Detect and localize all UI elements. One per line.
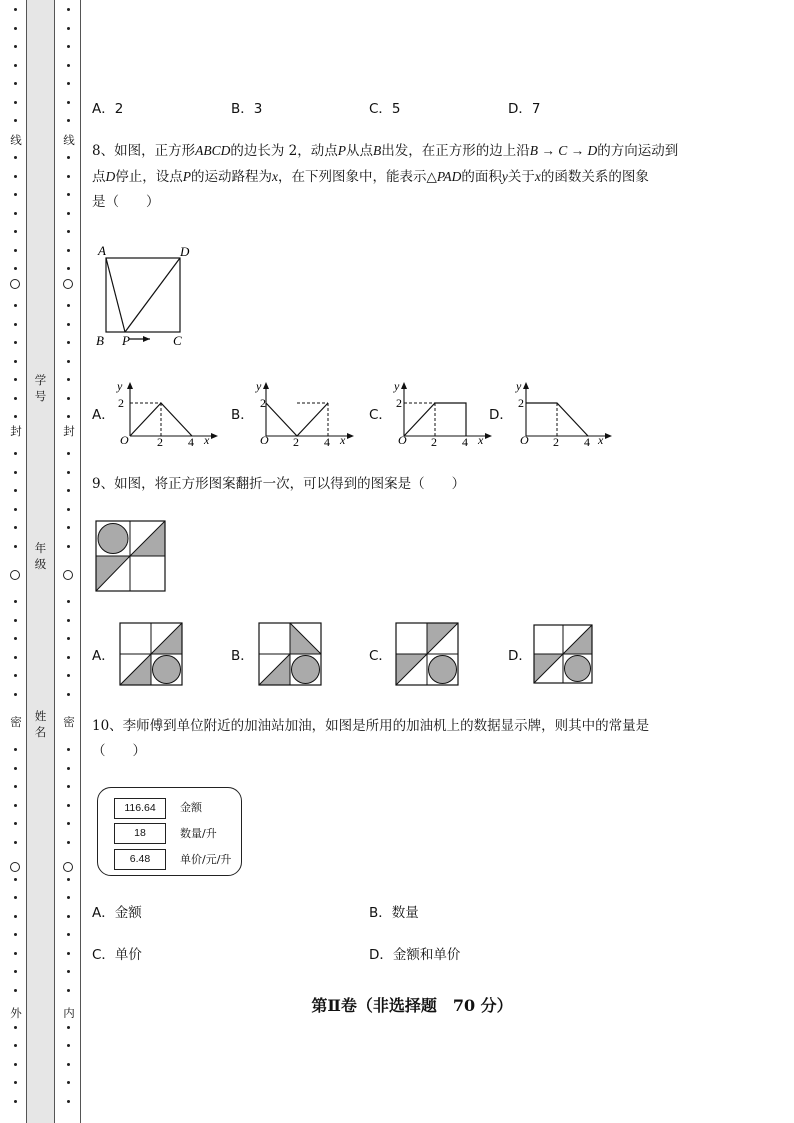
- svg-text:4: 4: [462, 435, 468, 448]
- margin-dot: [14, 1100, 17, 1103]
- margin-dot: [67, 45, 70, 48]
- q8-line-1: 8、如图，正方形ABCD的边长为 2，动点P从点B出发，在正方形的边上沿B → C → D的方向运动到: [92, 143, 679, 159]
- margin-dot: [14, 249, 17, 252]
- margin-dot: [14, 748, 17, 751]
- q9-option-d-letter: D．: [508, 648, 532, 664]
- margin-dot: [67, 119, 70, 122]
- binding-line: [80, 0, 81, 1123]
- margin-dot: [14, 156, 17, 159]
- label-grade: 年级: [34, 541, 47, 571]
- margin-dot: [67, 415, 70, 418]
- margin-dot: [67, 304, 70, 307]
- margin-dot: [14, 619, 17, 622]
- q10-option-c: C．单价: [92, 947, 142, 963]
- margin-dot: [14, 989, 17, 992]
- q10-option-d: D．金额和单价: [369, 947, 461, 963]
- margin-dot: [67, 693, 70, 696]
- margin-dot: [67, 933, 70, 936]
- svg-text:x: x: [598, 433, 604, 447]
- inner-label-xian: 线: [60, 132, 78, 148]
- margin-dot: [14, 933, 17, 936]
- q9-option-b-pattern: [258, 622, 322, 686]
- margin-dot: [14, 452, 17, 455]
- margin-dot: [14, 841, 17, 844]
- margin-dot: [67, 489, 70, 492]
- margin-dot: [67, 212, 70, 215]
- svg-text:4: 4: [324, 435, 330, 448]
- margin-dot: [14, 101, 17, 104]
- svg-text:2: 2: [157, 435, 163, 448]
- q7-option-c: C．5: [369, 101, 401, 117]
- svg-text:2: 2: [396, 396, 402, 410]
- q8-line-3: 是（ ）: [92, 194, 160, 210]
- margin-dot: [14, 637, 17, 640]
- margin-dot: [67, 767, 70, 770]
- svg-text:O: O: [260, 433, 269, 447]
- margin-dot: [67, 249, 70, 252]
- label-d: D: [180, 244, 190, 259]
- margin-dot: [14, 1081, 17, 1084]
- amount-label: 金额: [180, 801, 202, 814]
- margin-dot: [67, 452, 70, 455]
- margin-dot: [14, 193, 17, 196]
- margin-dot: [67, 952, 70, 955]
- svg-text:O: O: [398, 433, 407, 447]
- margin-dot: [67, 341, 70, 344]
- q8-graph-c: [386, 378, 496, 448]
- svg-text:4: 4: [188, 435, 194, 448]
- label-student-id: 学号: [34, 373, 47, 403]
- inner-label-nei: 内: [60, 1005, 78, 1021]
- q9-option-d-pattern: [533, 624, 593, 684]
- margin-dot: [14, 341, 17, 344]
- margin-dot: [14, 600, 17, 603]
- margin-dot: [14, 64, 17, 67]
- margin-dot: [14, 915, 17, 918]
- amount-value: 116.64: [114, 798, 166, 819]
- margin-dot: [67, 156, 70, 159]
- margin-dot: [14, 656, 17, 659]
- margin-dot: [67, 323, 70, 326]
- q7-option-b: B．3: [231, 101, 263, 117]
- margin-dot: [14, 1063, 17, 1066]
- inner-circle: [63, 862, 73, 872]
- margin-dot: [67, 360, 70, 363]
- margin-dot: [14, 267, 17, 270]
- q8-square-figure: [92, 240, 202, 350]
- svg-text:2: 2: [293, 435, 299, 448]
- margin-dot: [14, 471, 17, 474]
- margin-dot: [67, 841, 70, 844]
- outer-label-feng: 封: [7, 423, 25, 439]
- margin-dot: [67, 915, 70, 918]
- svg-text:2: 2: [553, 435, 559, 448]
- margin-dot: [67, 175, 70, 178]
- outer-label-mi: 密: [7, 714, 25, 730]
- label-a: A: [98, 243, 106, 258]
- margin-dot: [14, 489, 17, 492]
- svg-text:2: 2: [518, 396, 524, 410]
- outer-circle: [10, 570, 20, 580]
- outer-dotted-column: [9, 0, 23, 1123]
- margin-dot: [14, 896, 17, 899]
- margin-dot: [67, 1100, 70, 1103]
- margin-dot: [14, 397, 17, 400]
- section-title: 第Ⅱ卷（非选择题 70 分）: [311, 996, 513, 1015]
- q8-graph-b: [248, 378, 358, 448]
- q9-option-b-letter: B．: [231, 648, 254, 664]
- outer-circle: [10, 862, 20, 872]
- margin-dot: [67, 656, 70, 659]
- margin-dot: [67, 64, 70, 67]
- margin-dot: [14, 970, 17, 973]
- margin-dot: [14, 1044, 17, 1047]
- q8-graph-a: [112, 378, 222, 448]
- q9-option-c-letter: C．: [369, 648, 392, 664]
- margin-dot: [67, 970, 70, 973]
- margin-dot: [67, 600, 70, 603]
- q7-option-d: D．7: [508, 101, 541, 117]
- margin-dot: [14, 878, 17, 881]
- label-name: 姓名: [34, 709, 47, 739]
- margin-dot: [67, 878, 70, 881]
- outer-label-xian: 线: [7, 132, 25, 148]
- q9-option-a-letter: A．: [92, 648, 115, 664]
- inner-circle: [63, 570, 73, 580]
- q8-option-d-letter: D．: [489, 407, 513, 423]
- inner-label-feng: 封: [60, 423, 78, 439]
- margin-dot: [14, 1026, 17, 1029]
- margin-dot: [67, 822, 70, 825]
- svg-text:4: 4: [584, 435, 590, 448]
- margin-dot: [14, 8, 17, 11]
- margin-dot: [67, 748, 70, 751]
- label-c: C: [173, 333, 182, 348]
- margin-dot: [14, 804, 17, 807]
- margin-dot: [14, 545, 17, 548]
- q7-option-a: A．2: [92, 101, 124, 117]
- margin-dot: [14, 693, 17, 696]
- svg-text:y: y: [394, 379, 400, 393]
- q8-line-2: 点D停止，设点P的运动路程为x，在下列图象中，能表示△PAD的面积y关于x的函数关系的图象: [92, 169, 649, 185]
- margin-dot: [14, 674, 17, 677]
- margin-dot: [67, 27, 70, 30]
- margin-dot: [67, 1081, 70, 1084]
- margin-dot: [14, 767, 17, 770]
- margin-dot: [67, 896, 70, 899]
- svg-text:O: O: [120, 433, 129, 447]
- margin-dot: [14, 785, 17, 788]
- margin-dot: [67, 545, 70, 548]
- margin-dot: [67, 1044, 70, 1047]
- margin-dot: [14, 45, 17, 48]
- margin-dot: [67, 804, 70, 807]
- margin-dot: [14, 822, 17, 825]
- unit-price-label: 单价/元/升: [180, 853, 232, 866]
- margin-dot: [67, 526, 70, 529]
- svg-text:x: x: [478, 433, 484, 447]
- quantity-label: 数量/升: [180, 827, 217, 840]
- q8-option-a-letter: A．: [92, 407, 115, 423]
- margin-dot: [14, 175, 17, 178]
- margin-dot: [14, 526, 17, 529]
- q9-option-c-pattern: [395, 622, 459, 686]
- margin-dot: [67, 101, 70, 104]
- margin-dot: [14, 212, 17, 215]
- q9-original-pattern: [95, 520, 166, 592]
- svg-text:x: x: [340, 433, 346, 447]
- margin-dot: [14, 508, 17, 511]
- unit-price-value: 6.48: [114, 849, 166, 870]
- margin-dot: [14, 415, 17, 418]
- margin-dot: [67, 989, 70, 992]
- label-b: B: [96, 333, 104, 348]
- margin-dot: [67, 1026, 70, 1029]
- margin-dot: [67, 785, 70, 788]
- margin-dot: [67, 619, 70, 622]
- margin-dot: [67, 267, 70, 270]
- svg-text:y: y: [117, 379, 123, 393]
- svg-text:2: 2: [118, 396, 124, 410]
- q10-line-2: （ ）: [92, 743, 146, 759]
- svg-text:y: y: [256, 379, 262, 393]
- inner-circle: [63, 279, 73, 289]
- q10-option-a: A．金额: [92, 905, 142, 921]
- margin-dot: [67, 508, 70, 511]
- margin-dot: [14, 952, 17, 955]
- margin-dot: [67, 82, 70, 85]
- inner-label-mi: 密: [60, 714, 78, 730]
- margin-dot: [14, 27, 17, 30]
- quantity-value: 18: [114, 823, 166, 844]
- svg-text:2: 2: [260, 396, 266, 410]
- svg-text:O: O: [520, 433, 529, 447]
- margin-dot: [67, 230, 70, 233]
- margin-dot: [67, 471, 70, 474]
- margin-dot: [67, 637, 70, 640]
- svg-text:y: y: [516, 379, 522, 393]
- q8-option-c-letter: C．: [369, 407, 392, 423]
- outer-label-wai: 外: [7, 1005, 25, 1021]
- outer-circle: [10, 279, 20, 289]
- q8-graph-d: [508, 378, 618, 448]
- margin-dot: [14, 230, 17, 233]
- student-info-column: [26, 0, 55, 1123]
- q8-option-b-letter: B．: [231, 407, 254, 423]
- label-p: P: [122, 333, 130, 348]
- margin-dot: [14, 304, 17, 307]
- q9-option-a-pattern: [119, 622, 183, 686]
- q9-text: 9、如图，将正方形图案翻折一次，可以得到的图案是（ ）: [92, 476, 466, 492]
- svg-text:x: x: [204, 433, 210, 447]
- q10-line-1: 10、李师傅到单位附近的加油站加油，如图是所用的加油机上的数据显示牌，则其中的常量是: [92, 718, 650, 734]
- fuel-pump-display: [97, 787, 242, 876]
- svg-text:2: 2: [431, 435, 437, 448]
- margin-dot: [14, 360, 17, 363]
- margin-dot: [67, 397, 70, 400]
- margin-dot: [67, 674, 70, 677]
- q10-option-b: B．数量: [369, 905, 419, 921]
- margin-dot: [67, 1063, 70, 1066]
- margin-dot: [14, 119, 17, 122]
- inner-dotted-column: [62, 0, 76, 1123]
- margin-dot: [14, 378, 17, 381]
- margin-dot: [14, 82, 17, 85]
- margin-dot: [67, 378, 70, 381]
- margin-dot: [14, 323, 17, 326]
- margin-dot: [67, 193, 70, 196]
- margin-dot: [67, 8, 70, 11]
